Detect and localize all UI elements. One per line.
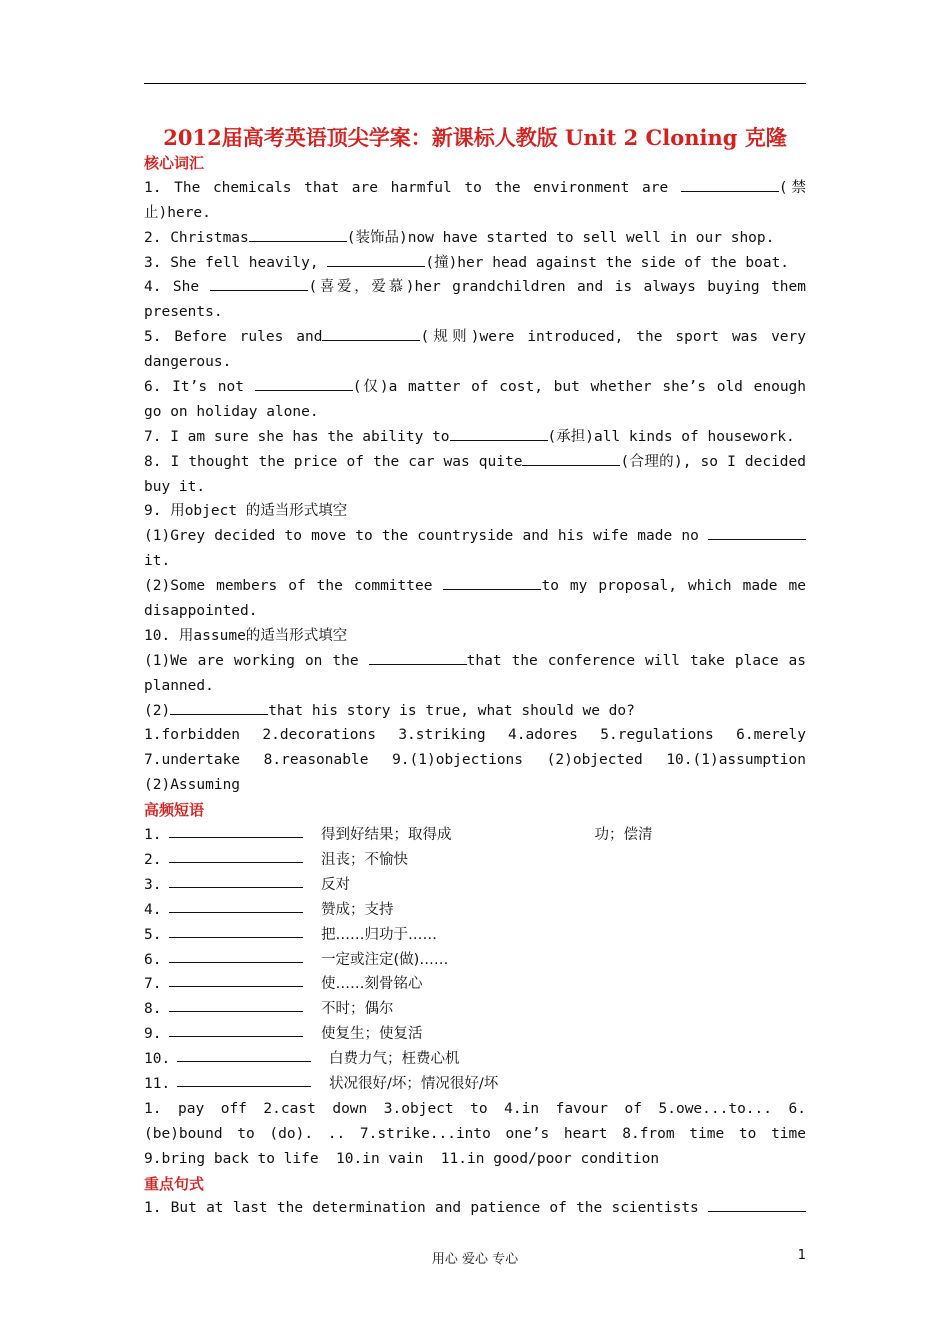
exercise-line: 5. Before rules and (规则)were introduced, the sport was very	[144, 325, 806, 350]
answer-blank[interactable]	[169, 923, 303, 938]
exercise-line: disappointed.	[144, 603, 258, 620]
answer-blank[interactable]	[522, 451, 620, 466]
answer-key-line: 7.undertake 8.reasonable 9.(1)objections (2)objected 10.(1)assumption	[144, 752, 806, 769]
answer-blank[interactable]	[369, 650, 467, 665]
answer-blank[interactable]	[708, 1197, 806, 1212]
answer-blank[interactable]	[255, 376, 353, 391]
answer-blank[interactable]	[177, 1047, 311, 1062]
section-heading-phrases: 高频短语	[144, 801, 205, 820]
answer-blank[interactable]	[169, 948, 303, 963]
answer-key-line: (be)bound to (do). .. 7.strike...into one’s heart 8.from time to time	[144, 1125, 806, 1142]
exercise-line: (2)Some members of the committee to my proposal, which made me	[144, 574, 806, 599]
section-heading-vocabulary: 核心词汇	[144, 154, 205, 172]
exercise-line: (1)We are working on the that the conference will take place as	[144, 649, 806, 674]
exercise-line: 1. The chemicals that are harmful to the environment are (禁	[144, 176, 806, 201]
answer-blank[interactable]	[170, 700, 268, 715]
phrase-item: 10. 白费力气；枉费心机	[144, 1047, 806, 1072]
section-heading-sentences: 重点句式	[144, 1174, 205, 1193]
answer-blank[interactable]	[177, 1072, 311, 1087]
answer-key-line: (2)Assuming	[144, 777, 241, 794]
page-footer	[144, 1248, 806, 1268]
exercise-line: 9. 用object 的适当形式填空	[144, 503, 348, 520]
answer-blank[interactable]	[169, 972, 303, 987]
answer-blank[interactable]	[327, 252, 425, 267]
exercise-line: 2. Christmas (装饰品)now have started to sell well in our shop.	[144, 226, 806, 251]
answer-blank[interactable]	[169, 1022, 303, 1037]
phrase-item: 2. 沮丧；不愉快	[144, 848, 806, 873]
exercise-line: dangerous.	[144, 354, 232, 371]
exercise-line: go on holiday alone.	[144, 403, 319, 420]
phrase-item: 6. 一定或注定(做)……	[144, 948, 806, 973]
page-number: 1	[797, 1248, 806, 1263]
answer-blank[interactable]	[210, 276, 308, 291]
answer-key-line: 9.bring back to life 10.in vain 11.in good/poor condition	[144, 1150, 660, 1167]
exercise-line: 10. 用assume的适当形式填空	[144, 627, 348, 644]
phrase-item: 11. 状况很好/坏；情况很好/坏	[144, 1072, 806, 1097]
answer-blank[interactable]	[169, 848, 303, 863]
exercise-line: 4. She (喜爱，爱慕)her grandchildren and is always buying them	[144, 275, 806, 300]
answer-blank[interactable]	[708, 525, 806, 540]
answer-key-line: 1. pay off 2.cast down 3.object to 4.in favour of 5.owe...to... 6.	[144, 1100, 806, 1117]
answer-key-line: 1.forbidden 2.decorations 3.striking 4.adores 5.regulations 6.merely	[144, 727, 806, 744]
exercise-line: 7. I am sure she has the ability to (承担)all kinds of housework.	[144, 425, 806, 450]
exercise-line: 6. It’s not (仅)a matter of cost, but whether she’s old enough	[144, 375, 806, 400]
exercise-line: 3. She fell heavily, (撞)her head against the side of the boat.	[144, 251, 806, 276]
exercise-line: it.	[144, 553, 171, 570]
exercise-line: (2) that his story is true, what should we do?	[144, 699, 806, 724]
answer-blank[interactable]	[169, 873, 303, 888]
phrase-item: 3. 反对	[144, 873, 806, 898]
answer-blank[interactable]	[169, 898, 303, 913]
footer-motto: 用心 爱心 专心	[431, 1252, 519, 1267]
answer-blank[interactable]	[322, 326, 420, 341]
exercise-line: planned.	[144, 677, 214, 694]
header-rule	[144, 83, 806, 84]
exercise-line: 1. But at last the determination and patience of the scientists	[144, 1196, 806, 1221]
document-body	[144, 151, 806, 1221]
answer-blank[interactable]	[450, 426, 548, 441]
answer-blank[interactable]	[249, 227, 347, 242]
exercise-line: presents.	[144, 304, 223, 321]
phrase-item: 1. 得到好结果；取得成 功；偿清	[144, 823, 806, 848]
phrase-item: 8. 不时；偶尔	[144, 997, 806, 1022]
answer-blank[interactable]	[443, 575, 541, 590]
answer-blank[interactable]	[681, 177, 779, 192]
phrase-item: 4. 赞成；支持	[144, 898, 806, 923]
answer-blank[interactable]	[169, 997, 303, 1012]
document-title: 2012届高考英语顶尖学案：新课标人教版 Unit 2 Cloning 克隆	[163, 125, 787, 150]
phrase-item: 7. 使……刻骨铭心	[144, 972, 806, 997]
phrase-item: 5. 把……归功于……	[144, 923, 806, 948]
exercise-line: 止)here.	[144, 204, 211, 221]
exercise-line: (1)Grey decided to move to the countryside and his wife made no	[144, 524, 806, 549]
answer-blank[interactable]	[169, 823, 303, 838]
phrase-item: 9. 使复生；使复活	[144, 1022, 806, 1047]
exercise-line: buy it.	[144, 478, 206, 495]
exercise-line: 8. I thought the price of the car was quite (合理的), so I decided	[144, 450, 806, 475]
